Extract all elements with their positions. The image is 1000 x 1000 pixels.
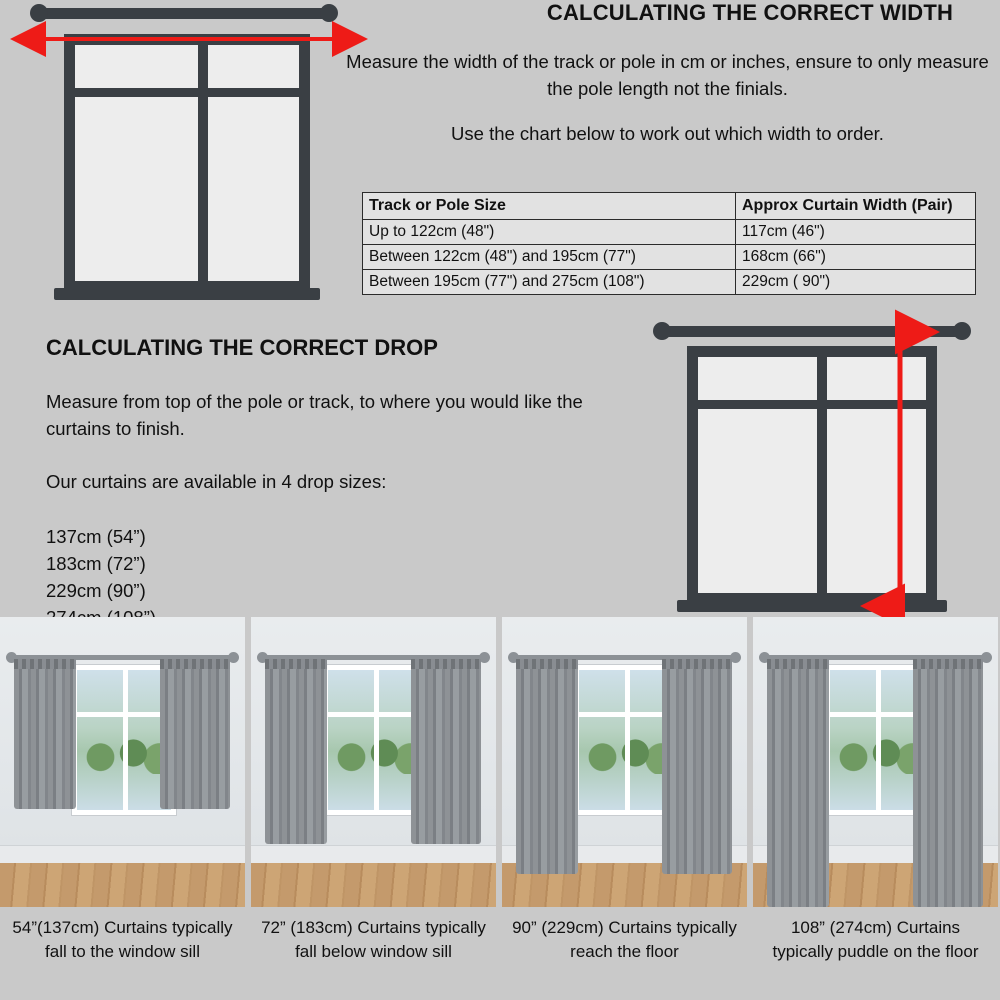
table-header-row [363,193,976,220]
window-frame [64,34,310,292]
pole-finial-left-icon [653,322,671,340]
caption-108in: 108” (274cm) Curtains typically puddle on the floor [772,918,979,961]
drop-size-option-1: 137cm (54”) [46,526,146,547]
curtain-panel-left [14,659,76,809]
curtain-panel-right [411,659,481,844]
skirting-board [0,845,245,864]
example-column-72in [251,617,496,1000]
curtain-size-table [362,192,976,295]
width-measure-arrow [20,24,350,54]
floor [0,863,245,907]
curtain-photo-90in [502,617,747,907]
drop-section-paragraph-1: Measure from top of the pole or track, to where you would like the curtains to finish. [46,391,583,439]
example-column-108in [753,617,998,1000]
caption-90in: 90” (229cm) Curtains typically reach the floor [512,918,737,961]
window-transom [77,712,171,717]
curtain-length-examples [0,617,1000,1000]
curtain-panel-right [662,659,732,874]
width-section-heading: CALCULATING THE CORRECT WIDTH [546,0,954,25]
window-mullion [817,346,827,604]
table-cell-track-size: Up to 122cm (48") [363,220,736,245]
caption-54in: 54”(137cm) Curtains typically fall to the window sill [12,918,233,961]
table-row [363,245,976,270]
drop-section-paragraph-2: Our curtains are available in 4 drop sizes: [46,471,387,492]
window-transom [579,712,673,717]
pole-finial-right-icon [953,322,971,340]
example-column-54in [0,617,245,1000]
table-cell-track-size: Between 195cm (77") and 275cm (108") [363,270,736,295]
curtain-photo-54in [0,617,245,907]
curtain-panel-right [913,659,983,907]
window-mullion [876,670,881,810]
window-diagram-drop [645,318,985,618]
pole-finial-left-icon [30,4,48,22]
drop-size-option-3: 229cm (90”) [46,580,146,601]
window-mullion [198,34,208,292]
table-cell-curtain-width: 168cm (66") [736,245,976,270]
curtain-panel-left [516,659,578,874]
table-cell-track-size: Between 122cm (48") and 195cm (77") [363,245,736,270]
curtain-photo-72in [251,617,496,907]
table-row [363,270,976,295]
window-transom [328,712,422,717]
window-mullion [123,670,128,810]
curtain-panel-right [160,659,230,809]
width-section-paragraph-2: Use the chart below to work out which width to order. [451,123,884,144]
window-mullion [374,670,379,810]
skirting-board [251,845,496,864]
table-header-track-size: Track or Pole Size [363,193,736,220]
caption-72in: 72” (183cm) Curtains typically fall below window sill [261,918,486,961]
table-header-curtain-width: Approx Curtain Width (Pair) [736,193,976,220]
drop-size-option-2: 183cm (72”) [46,553,146,574]
width-section-paragraph-1: Measure the width of the track or pole in cm or inches, ensure to only measure the pole length not the finials. [346,51,989,99]
window-sill [54,288,320,300]
window-transom [830,712,924,717]
curtain-panel-left [767,659,829,907]
floor [251,863,496,907]
drop-measure-arrow [870,318,930,618]
example-column-90in [502,617,747,1000]
table-cell-curtain-width: 117cm (46") [736,220,976,245]
window-mullion [625,670,630,810]
curtain-photo-108in [753,617,998,907]
window-diagram-width [20,2,350,312]
table-row [363,220,976,245]
curtain-pole [38,8,334,19]
pole-finial-right-icon [320,4,338,22]
curtain-panel-left [265,659,327,844]
drop-section-heading: CALCULATING THE CORRECT DROP [46,335,438,360]
table-cell-curtain-width: 229cm ( 90") [736,270,976,295]
window-transom [64,88,310,97]
